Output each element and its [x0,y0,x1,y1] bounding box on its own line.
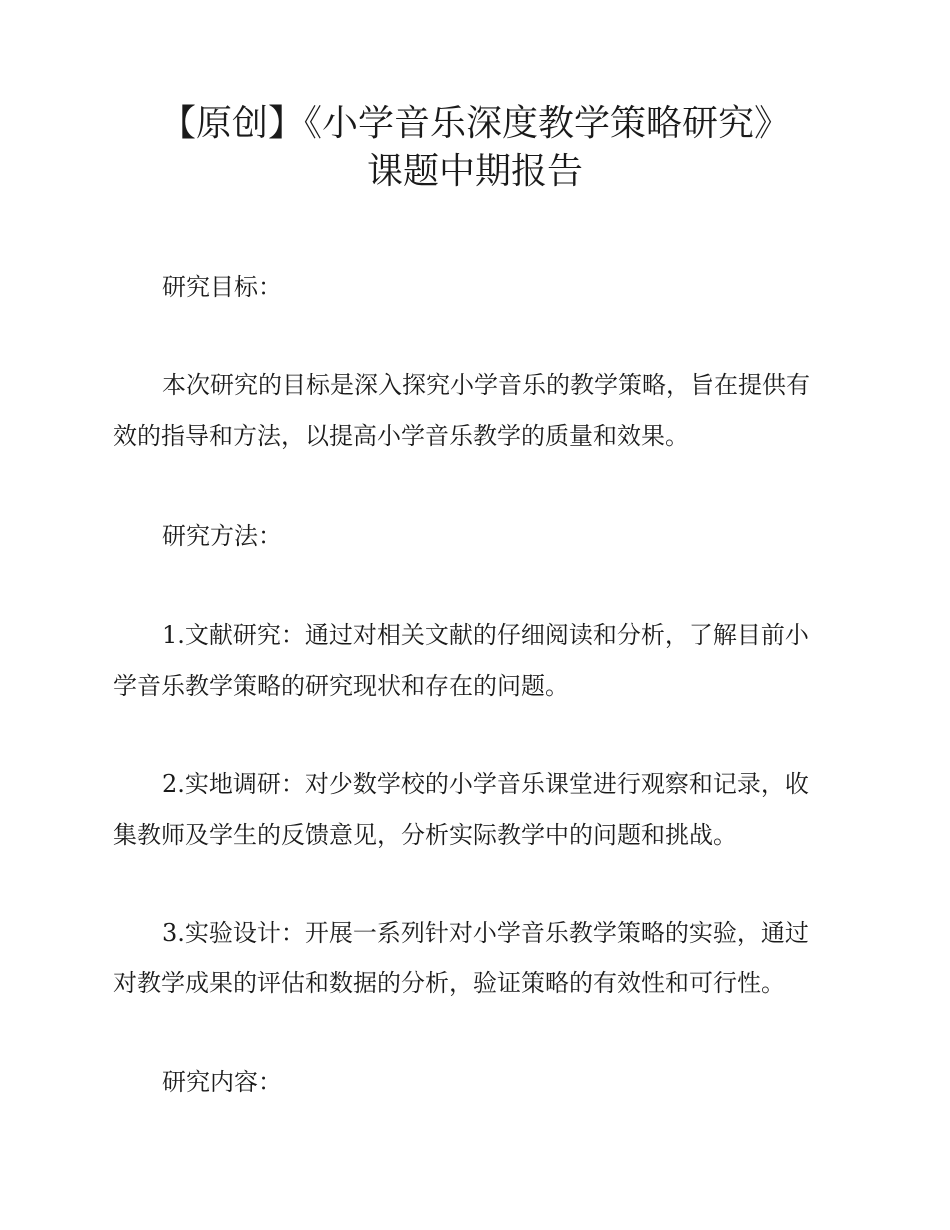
method-item-1-line-1: 1.文献研究：通过对相关文献的仔细阅读和分析，了解目前小 [162,621,809,649]
method-item-3-line-1: 3.实验设计：开展一系列针对小学音乐教学策略的实验，通过 [162,919,809,947]
paragraph-goal-line-2: 效的指导和方法，以提高小学音乐教学的质量和效果。 [113,422,689,450]
document-title-line-1: 【原创】《小学音乐深度教学策略研究》 [159,103,790,144]
method-item-2-line-1: 2.实地调研：对少数学校的小学音乐课堂进行观察和记录，收 [162,770,809,798]
paragraph-goal-line-1: 本次研究的目标是深入探究小学音乐的教学策略，旨在提供有 [162,371,810,399]
method-item-1-line-2: 学音乐教学策略的研究现状和存在的问题。 [113,672,569,700]
method-item-2-line-2: 集教师及学生的反馈意见，分析实际教学中的问题和挑战。 [113,821,737,849]
document-title-line-2: 课题中期报告 [366,151,583,192]
method-item-3-line-2: 对教学成果的评估和数据的分析，验证策略的有效性和可行性。 [113,969,785,997]
section-heading-goal: 研究目标： [162,273,282,301]
section-heading-method: 研究方法： [162,522,282,550]
section-heading-content: 研究内容： [162,1068,282,1096]
